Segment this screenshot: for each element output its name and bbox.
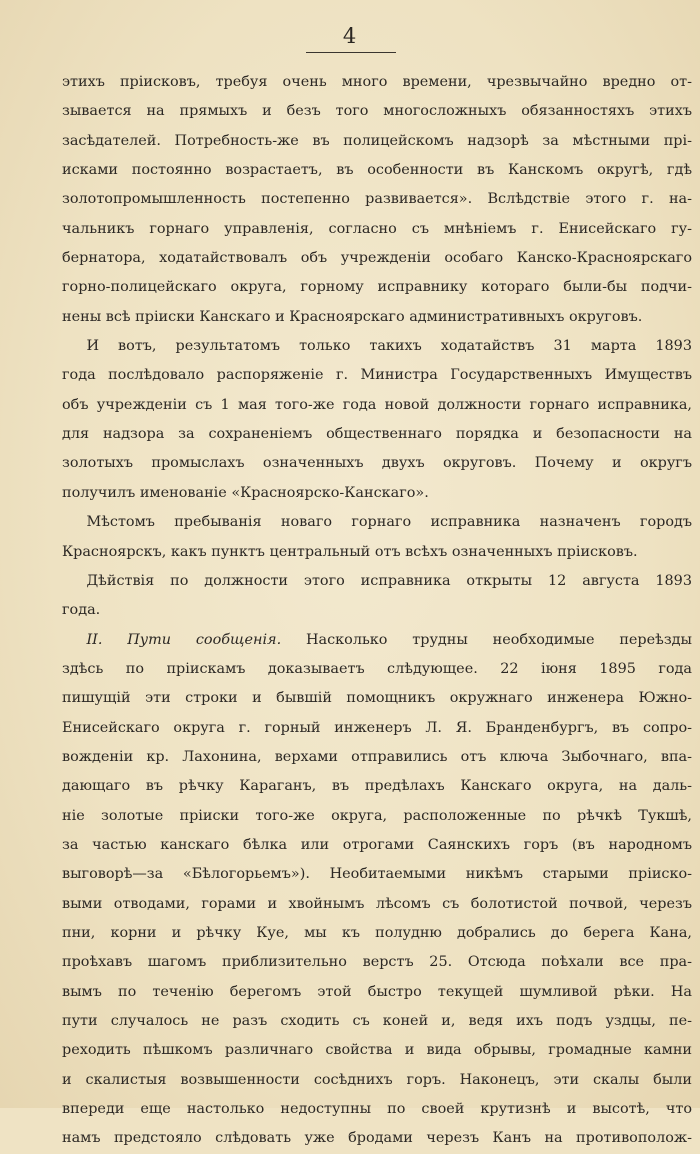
text-line: реходить пѣшкомъ различнаго свойства и вида обрывы, громадные камни [62, 1042, 692, 1059]
text-line: зывается на прямыхъ и безъ того многосложныхъ обязанностяхъ этихъ [62, 103, 692, 120]
line-text: Насколько трудны необходимые переѣзды [305, 631, 692, 648]
text-line: Мѣстомъ пребыванiя новаго горнаго исправника назначенъ городъ [86, 514, 692, 531]
text-line: объ учрежденiи съ 1 мая того-же года новой должности горнаго исправника, [62, 396, 692, 413]
text-line: проѣхавъ шагомъ приблизительно верстъ 25. Отсюда поѣхали все пра- [62, 954, 692, 971]
text-line: чальникъ горнаго управленiя, согласно съ мнѣнiемъ г. Енисейскаго гу- [62, 220, 692, 237]
text-line: нены всѣ прiиски Канскаго и Красноярскаго административныхъ округовъ. [62, 308, 643, 325]
text-line: дающаго въ рѣчку Караганъ, въ предѣлахъ Канскаго округа, на даль- [62, 778, 692, 795]
text-line: И вотъ, результатомъ только такихъ ходатайствъ 31 марта 1893 [86, 338, 692, 355]
text-line: бернатора, ходатайствовалъ объ учрежденiи особаго Канско-Красноярскаго [62, 250, 692, 267]
text-line: исками постоянно возрастаетъ, въ особенности въ Канскомъ округѣ, гдѣ [62, 162, 692, 179]
text-line: года. [62, 602, 101, 619]
text-line: для надзора за сохраненiемъ общественнаго порядка и безопасности на [62, 426, 692, 443]
text-line: вымъ по теченiю берегомъ этой быстро текущей шумливой рѣки. На [62, 983, 692, 1000]
text-line: года послѣдовало распоряженiе г. Министра Государственныхъ Имуществъ [62, 367, 692, 384]
text-line: впереди еще настолько недоступны по своей крутизнѣ и высотѣ, что [62, 1101, 692, 1118]
text-line: пишущiй эти строки и бывшiй помощникъ окружнаго инженера Южно- [62, 690, 692, 707]
text-line: золотопромышленность постепенно развивается». Вслѣдствiе этого г. на- [62, 191, 692, 208]
text-line: этихъ прiисковъ, требуя очень много времени, чрезвычайно вредно от- [62, 74, 692, 90]
text-line: получилъ именованiе «Красноярско-Канскаго». [62, 484, 429, 501]
text-line [62, 626, 692, 655]
text-line: нiе золотые прiиски того-же округа, расположенные по рѣчкѣ Тукшѣ, [62, 807, 692, 824]
text-line: намъ предстояло слѣдовать уже бродами черезъ Канъ на противополож- [62, 1130, 692, 1147]
text-line: выговорѣ—за «Бѣлогорьемъ»). Необитаемыми никѣмъ старыми прiиско- [62, 866, 692, 883]
section-heading: II. Пути сообщенiя. [86, 631, 282, 648]
text-line: за частью канскаго бѣлка или отрогами Саянскихъ горъ (въ народномъ [62, 836, 692, 853]
text-line: Дѣйствiя по должности этого исправника открыты 12 августа 1893 [86, 572, 692, 589]
text-line: пни, корни и рѣчку Куе, мы къ полудню добрались до берега Кана, [62, 924, 692, 941]
text-line: золотыхъ промыслахъ означенныхъ двухъ округовъ. Почему и округъ [62, 455, 692, 472]
text-line: выми отводами, горами и хвойнымъ лѣсомъ съ болотистой почвой, черезъ [62, 895, 692, 912]
text-line: вожденiи кр. Лахонина, верхами отправились отъ ключа Зыбочнаго, впа- [62, 748, 692, 765]
text-line: здѣсь по прiискамъ доказываетъ слѣдующее. 22 iюня 1895 года [62, 660, 692, 677]
body-text [62, 68, 692, 1154]
text-line: засѣдателей. Потребность-же въ полицейскомъ надзорѣ за мѣстными прi- [62, 132, 692, 149]
text-line: Красноярскъ, какъ пунктъ центральный отъ всѣхъ означенныхъ прiисковъ. [62, 543, 638, 560]
text-line: и скалистыя возвышенности сосѣднихъ горъ. Наконецъ, эти скалы были [62, 1071, 692, 1088]
header-rule [306, 52, 396, 53]
text-line: Енисейскаго округа г. горный инженеръ Л. Я. Бранденбургъ, въ сопро- [62, 719, 692, 736]
page-number: 4 [342, 24, 358, 48]
text-line: горно-полицейскаго округа, горному исправнику котораго были-бы подчи- [62, 279, 692, 296]
text-line: пути случалось не разъ сходить съ коней и, ведя ихъ подъ уздцы, пе- [62, 1013, 692, 1029]
